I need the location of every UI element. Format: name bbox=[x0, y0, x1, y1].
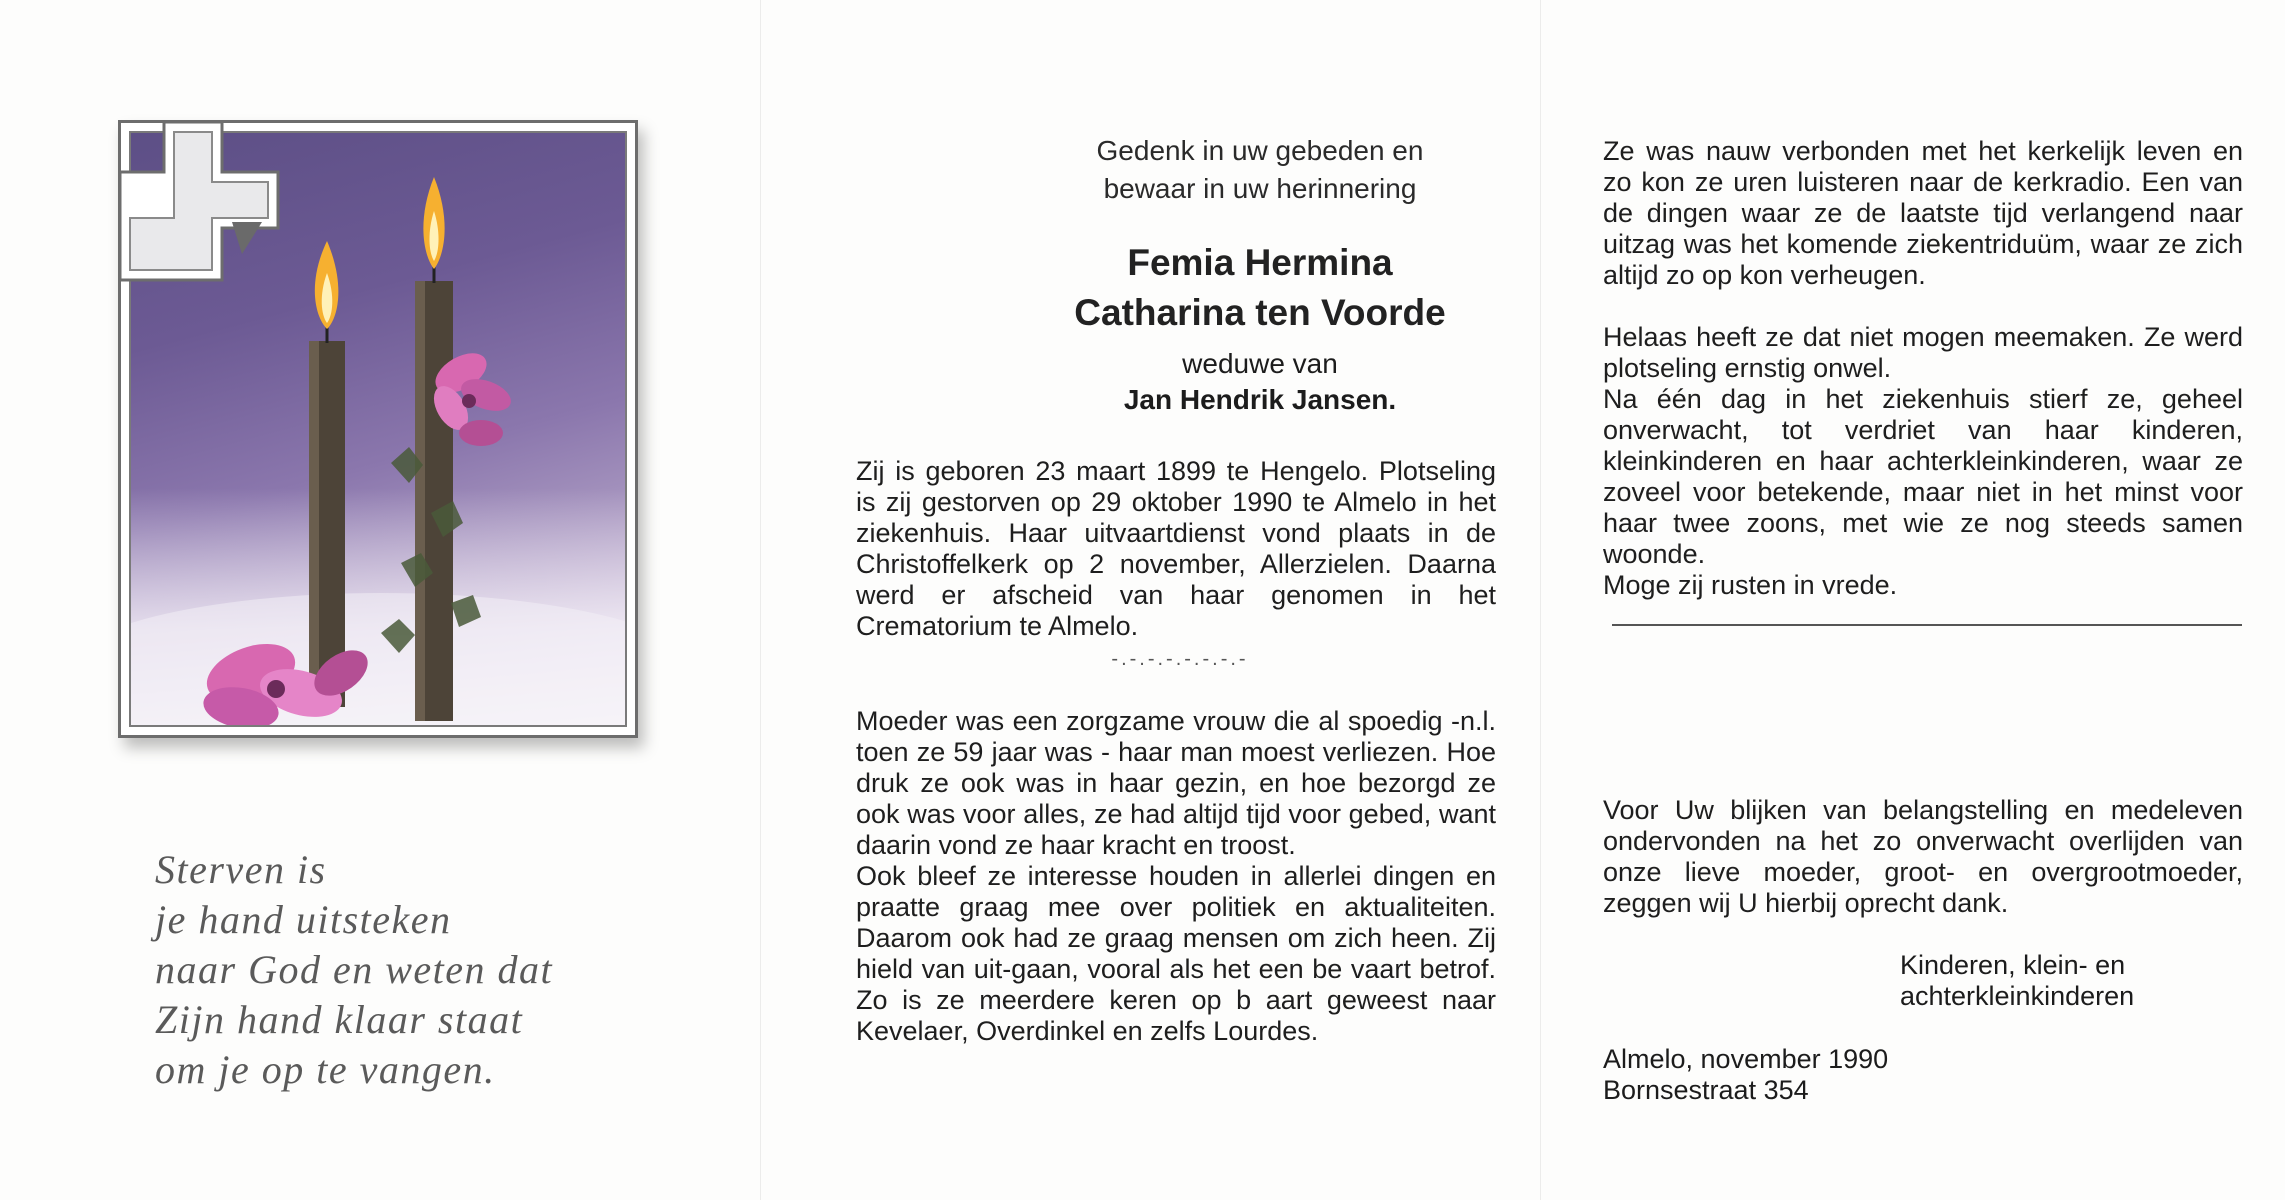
intro-line: Gedenk in uw gebeden en bbox=[1096, 135, 1424, 166]
signature-line: Kinderen, klein- en bbox=[1900, 950, 2126, 980]
paragraph: Ze was nauw verbonden met het kerkelijk leven en zo kon ze uren luisteren naar de kerkradio. Een van de dingen waar ze de laatste tijd verlangend naar uitzag was het komende ziekentriduüm, waar ze zich altijd zo op kon verheugen. bbox=[1603, 136, 2243, 290]
paragraph: Voor Uw blijken van belangstelling en medeleven ondervonden na het zo onverwacht overlijden van onze lieve moeder, groot- en overgrootmoeder, zeggen wij U hierbij oprecht dank. bbox=[1603, 795, 2243, 918]
right-candle-highlight bbox=[415, 281, 425, 721]
paragraph: Na één dag in het ziekenhuis stierf ze, geheel onverwacht, tot verdriet van haar kinderen, kleinkinderen en haar achterkleinkinderen, waar ze zoveel voor betekende, maar niet in het minst voor haar twee zoons, met wie ze nog steeds samen woonde. bbox=[1603, 384, 2243, 569]
poem bbox=[155, 845, 553, 1095]
mother-paragraph bbox=[856, 706, 1496, 1047]
passing-paragraph bbox=[1603, 322, 2243, 601]
paragraph: Zij is geboren 23 maart 1899 te Hengelo. Plotseling is zij gestorven op 29 oktober 1990 te Almelo in het ziekenhuis. Haar uitvaartdienst vond plaats in de Christoffelkerk op 2 november, Allerzielen. Daarna werd er afscheid van haar genomen in het Crematorium te Almelo. bbox=[856, 456, 1496, 641]
church-life-paragraph bbox=[1603, 136, 2243, 291]
paragraph: Helaas heeft ze dat niet mogen meemaken. Ze werd plotseling ernstig onwel. bbox=[1603, 322, 2243, 383]
signature-block bbox=[1900, 950, 2134, 1012]
husband-name: Jan Hendrik Jansen. bbox=[1123, 384, 1397, 415]
divider-line bbox=[1612, 624, 2242, 626]
birth-death-paragraph bbox=[856, 456, 1496, 642]
poem-line: om je op te vangen. bbox=[155, 1047, 496, 1092]
place-date: Almelo, november 1990 bbox=[1603, 1044, 1889, 1074]
deceased-name bbox=[960, 238, 1560, 338]
remembrance-intro bbox=[1000, 132, 1520, 208]
place-address-block bbox=[1603, 1044, 1888, 1106]
thanks-paragraph bbox=[1603, 795, 2243, 919]
signature-line: achterkleinkinderen bbox=[1900, 981, 2135, 1011]
paragraph: Ook bleef ze interesse houden in allerlei dingen en praatte graag mee over politiek en aktualiteiten. Daarom ook had ze graag mensen om zich heen. Zij hield van uit-gaan, vooral als het een be vaart betrof. Zo is ze meerdere keren op b aart geweest naar Kevelaer, Overdinkel en zelfs Lourdes. bbox=[856, 861, 1496, 1046]
separator: -.-.-.-.-.-.-.- bbox=[1111, 648, 1249, 670]
name-line: Femia Hermina bbox=[1127, 242, 1393, 283]
paragraph: Moeder was een zorgzame vrouw die al spoedig -n.l. toen ze 59 jaar was - haar man moest verliezen. Hoe druk ze ook was in haar gezin, en hoe bezorgd ze ook was voor alles, ze had altijd tijd voor gebed, want daarin vond ze haar kracht en troost. bbox=[856, 706, 1496, 860]
name-line: Catharina ten Voorde bbox=[1074, 292, 1446, 333]
poem-line: je hand uitsteken bbox=[155, 897, 452, 942]
paragraph: Moge zij rusten in vrede. bbox=[1603, 570, 1898, 600]
address: Bornsestraat 354 bbox=[1603, 1075, 1809, 1105]
poem-line: naar God en weten dat bbox=[155, 947, 554, 992]
fold-line-left bbox=[760, 0, 761, 1200]
poem-line: Zijn hand klaar staat bbox=[155, 997, 524, 1042]
poem-line: Sterven is bbox=[155, 847, 327, 892]
fold-line-right bbox=[1540, 0, 1541, 1200]
left-candle-highlight bbox=[309, 341, 319, 707]
widow-of-block bbox=[1000, 346, 1520, 418]
cross-icon bbox=[114, 116, 284, 286]
widow-of-label: weduwe van bbox=[1182, 348, 1338, 379]
intro-line: bewaar in uw herinnering bbox=[1103, 173, 1417, 204]
